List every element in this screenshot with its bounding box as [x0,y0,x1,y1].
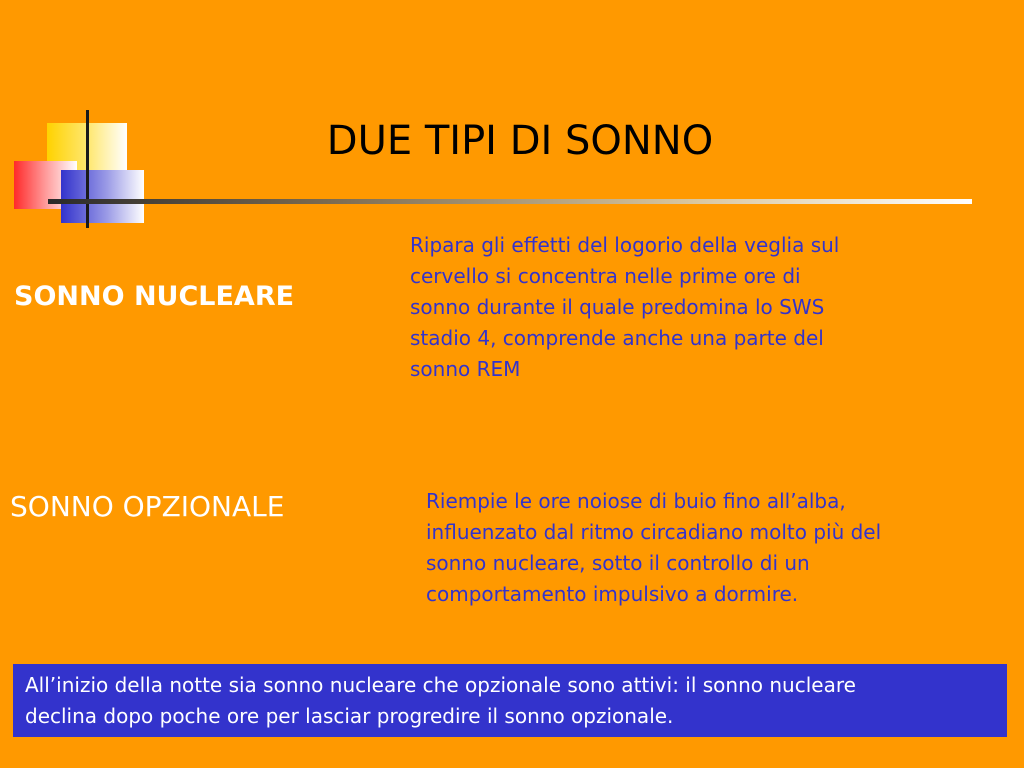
decorative-vertical-line [86,110,89,228]
summary-note-box [13,664,1007,737]
description-sonno-opzionale [426,486,986,610]
note-line: declina dopo poche ore per lasciar progredire il sonno opzionale. [25,704,674,728]
description-line: sonno durante il quale predomina lo SWS [410,295,825,319]
note-line: All’inizio della notte sia sonno nucleare che opzionale sono attivi: il sonno nucleare [25,673,856,697]
description-line: sonno REM [410,357,521,381]
description-line: stadio 4, comprende anche una parte del [410,326,824,350]
description-line: Ripara gli effetti del logorio della veglia sul [410,233,840,257]
label-sonno-nucleare: SONNO NUCLEARE [14,281,295,312]
slide-title: DUE TIPI DI SONNO [326,118,714,164]
decorative-blue-square [61,170,144,223]
description-line: cervello si concentra nelle prime ore di [410,264,801,288]
description-sonno-nucleare [410,230,940,385]
title-underline [48,199,972,204]
description-line: sonno nucleare, sotto il controllo di un [426,551,810,575]
description-line: influenzato dal ritmo circadiano molto più del [426,520,882,544]
description-line: comportamento impulsivo a dormire. [426,582,799,606]
label-sonno-opzionale: SONNO OPZIONALE [10,490,285,523]
description-line: Riempie le ore noiose di buio fino all’alba, [426,489,846,513]
